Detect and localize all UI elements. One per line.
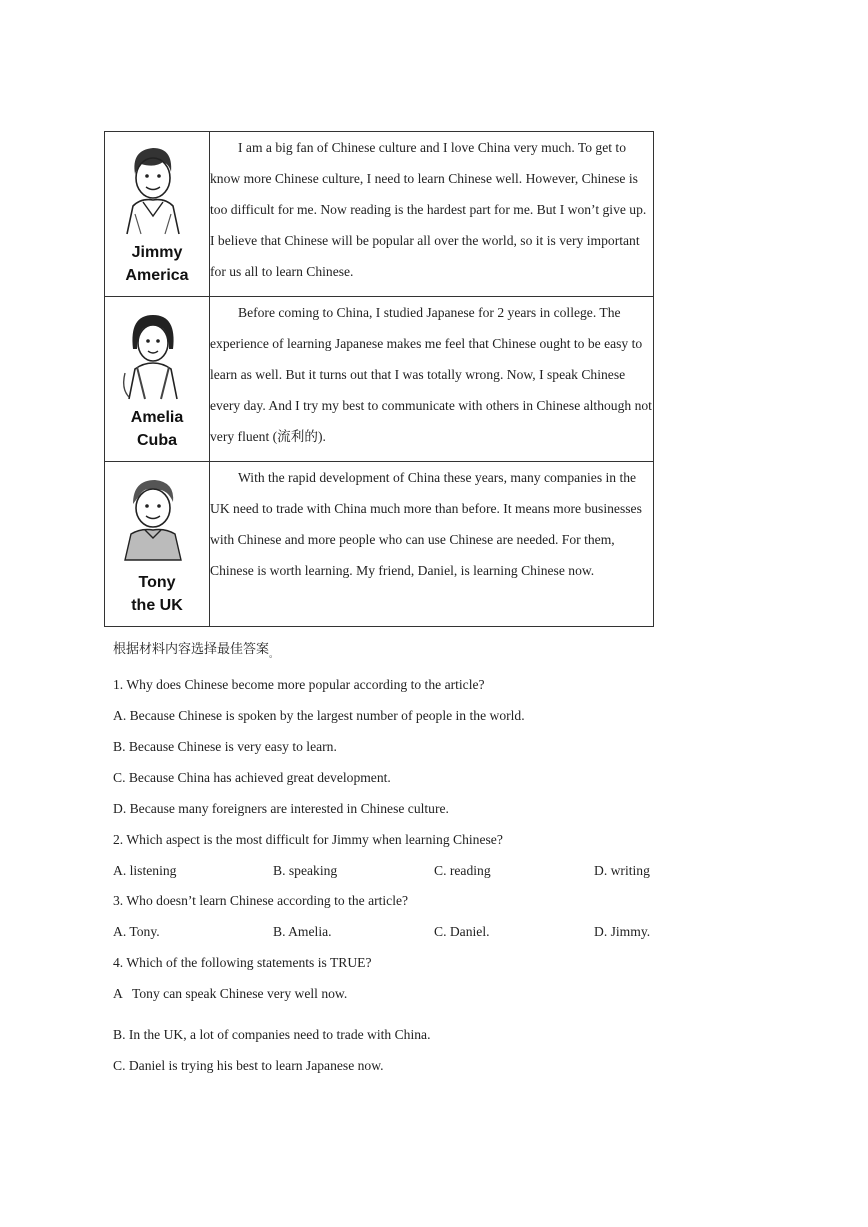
instruction	[113, 638, 278, 660]
person-name: Tony	[138, 574, 176, 591]
answer-option[interactable]: C. reading	[434, 863, 491, 878]
answer-option[interactable]: B. In the UK, a lot of companies need to trade with China.	[113, 1027, 431, 1042]
answer-option[interactable]: D. writing	[594, 863, 650, 878]
answer-option[interactable]: A. listening	[113, 863, 177, 878]
person-name: Amelia	[130, 409, 184, 426]
person-country: America	[125, 267, 189, 284]
question-stem: 1. Why does Chinese become more popular according to the article?	[113, 677, 485, 692]
person-country: Cuba	[137, 432, 177, 449]
answer-option[interactable]: C. Daniel is trying his best to learn Japanese now.	[113, 1058, 384, 1073]
answer-option[interactable]: A. Tony.	[113, 924, 160, 939]
answer-option[interactable]: B. Amelia.	[273, 924, 332, 939]
answer-option[interactable]: D. Because many foreigners are interested in Chinese culture.	[113, 801, 449, 816]
answer-option[interactable]: C. Because China has achieved great development.	[113, 770, 391, 785]
profile-text-cell	[210, 462, 654, 627]
answer-option[interactable]: D. Jimmy.	[594, 924, 651, 939]
question-stem: 2. Which aspect is the most difficult for Jimmy when learning Chinese?	[113, 832, 503, 847]
profile-paragraph: With the rapid development of China these years, many companies in the UK need to trade with China much more than before. It means more businesses with Chinese and more people who can use Chinese are needed. For them, Chinese is worth learning. My friend, Daniel, is learning Chinese now.	[210, 470, 642, 578]
question-stem: 4. Which of the following statements is TRUE?	[113, 955, 372, 970]
answer-option[interactable]: C. Daniel.	[434, 924, 490, 939]
answer-option[interactable]: A. Because Chinese is spoken by the largest number of people in the world.	[113, 708, 525, 723]
answer-option[interactable]: B. Because Chinese is very easy to learn.	[113, 739, 337, 754]
person-cell	[105, 297, 210, 462]
boy-cartoon-icon	[119, 474, 185, 566]
boy-cartoon-icon	[119, 144, 185, 236]
person-cell	[105, 462, 210, 627]
profile-row-amelia	[105, 297, 654, 462]
answer-option[interactable]: A Tony can speak Chinese very well now.	[113, 986, 348, 1001]
question-stem: 3. Who doesn’t learn Chinese according to the article?	[113, 893, 409, 908]
instruction-text: 根据材料内容选择最佳答案	[113, 642, 270, 657]
profile-text-cell	[210, 297, 654, 462]
instruction-mark: 。	[269, 650, 279, 660]
profiles-table	[104, 131, 654, 627]
profile-paragraph: I am a big fan of Chinese culture and I love China very much. To get to know more Chinese culture, I need to learn Chinese well. However, Chinese is too difficult for me. Now reading is the hardest part for me. But I won’t give up. I believe that Chinese will be popular all over the world, so it is very important for us all to learn Chinese.	[210, 140, 647, 279]
person-cell	[105, 132, 210, 297]
profile-row-tony	[105, 462, 654, 627]
girl-cartoon-icon	[119, 309, 185, 401]
profile-text-cell	[210, 132, 654, 297]
answer-option[interactable]: B. speaking	[273, 863, 338, 878]
person-name: Jimmy	[131, 244, 183, 261]
profile-row-jimmy	[105, 132, 654, 297]
profile-paragraph: Before coming to China, I studied Japanese for 2 years in college. The experience of learning Japanese makes me feel that Chinese ought to be easy to learn as well. But it turns out that I was totally wrong. Now, I speak Chinese every day. And I try my best to communicate with others in Chinese although not very fluent (流利的).	[210, 305, 652, 444]
person-country: the UK	[131, 597, 183, 614]
